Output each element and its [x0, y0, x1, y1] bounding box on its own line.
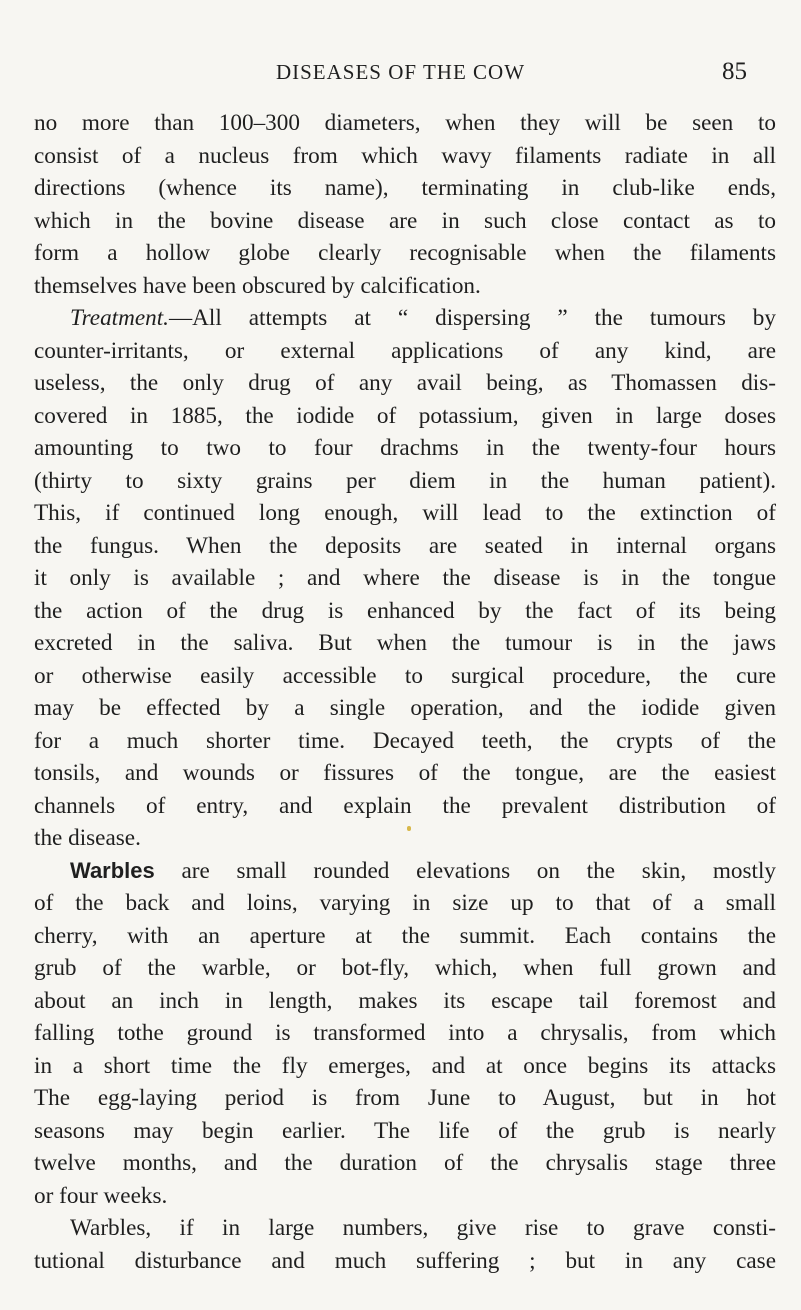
text-line: it only is available ; and where the disease is in the tongue	[34, 565, 776, 591]
text-line: channels of entry, and explain the prevalent distribution of	[34, 792, 776, 819]
page-number: 85	[722, 58, 747, 85]
text-line: useless, the only drug of any avail being, as Thomassen dis-	[34, 370, 776, 396]
text-line: tonsils, and wounds or fissures of the tongue, are the easiest	[34, 760, 776, 786]
text-line: or otherwise easily accessible to surgical procedure, the cure	[34, 662, 776, 689]
text-line: in a short time the fly emerges, and at once begins its attacks	[34, 1052, 776, 1079]
text-line: no more than 100–300 diameters, when they will be seen to	[34, 110, 776, 136]
text-line: themselves have been obscured by calcification.	[34, 272, 481, 299]
text-line: directions (whence its name), terminating in club-like ends,	[34, 175, 776, 201]
text-line: grub of the warble, or bot-fly, which, when full grown and	[34, 955, 776, 981]
text-line: the fungus. When the deposits are seated in internal organs	[34, 532, 776, 559]
text-line: This, if continued long enough, will lead to the extinction of	[34, 500, 776, 526]
running-head	[0, 56, 801, 96]
text-line	[34, 302, 776, 335]
text-line: amounting to two to four drachms in the twenty-four hours	[34, 435, 776, 461]
text-line: cherry, with an aperture at the summit. Each contains the	[34, 922, 776, 949]
text-segment: —All attempts at “ dispersing ” the tumours by	[168, 305, 776, 331]
text-segment: are small rounded elevations on the skin, mostly	[154, 857, 776, 884]
text-line: for a much shorter time. Decayed teeth, the crypts of the	[34, 727, 776, 754]
text-line: about an inch in length, makes its escape tail foremost and	[34, 987, 776, 1014]
text-line: counter-irritants, or external applications of any kind, are	[34, 337, 776, 364]
text-line: consist of a nucleus from which wavy filaments radiate in all	[34, 142, 776, 169]
text-line: the disease.	[34, 825, 141, 851]
text-line: excreted in the saliva. But when the tumour is in the jaws	[34, 630, 776, 656]
ink-spot	[407, 826, 411, 831]
body-text	[34, 107, 776, 1277]
text-line: The egg-laying period is from June to August, but in hot	[34, 1085, 776, 1111]
running-title: DISEASES OF THE COW	[275, 60, 526, 84]
text-line: which in the bovine disease are in such close contact as to	[34, 207, 776, 234]
text-line: of the back and loins, varying in size up to that of a small	[34, 890, 776, 916]
text-line: the action of the drug is enhanced by the fact of its being	[34, 597, 776, 624]
text-line: (thirty to sixty grains per diem in the human patient).	[34, 467, 776, 494]
text-line	[34, 855, 776, 888]
text-line: covered in 1885, the iodide of potassium, given in large doses	[34, 402, 776, 429]
text-line: falling tothe ground is transformed into a chrysalis, from which	[34, 1020, 776, 1046]
text-line: may be effected by a single operation, and the iodide given	[34, 695, 776, 721]
text-line: or four weeks.	[34, 1182, 168, 1209]
text-line: Warbles, if in large numbers, give rise to grave consti-	[70, 1215, 776, 1241]
text-line: tutional disturbance and much suffering ; but in any case	[34, 1247, 776, 1274]
text-line: form a hollow globe clearly recognisable when the filaments	[34, 240, 776, 266]
section-lead-warbles: Warbles	[70, 857, 155, 883]
text-line: seasons may begin earlier. The life of the grub is nearly	[34, 1117, 776, 1144]
section-lead-treatment: Treatment.	[70, 305, 169, 331]
text-line: twelve months, and the duration of the chrysalis stage three	[34, 1150, 776, 1176]
